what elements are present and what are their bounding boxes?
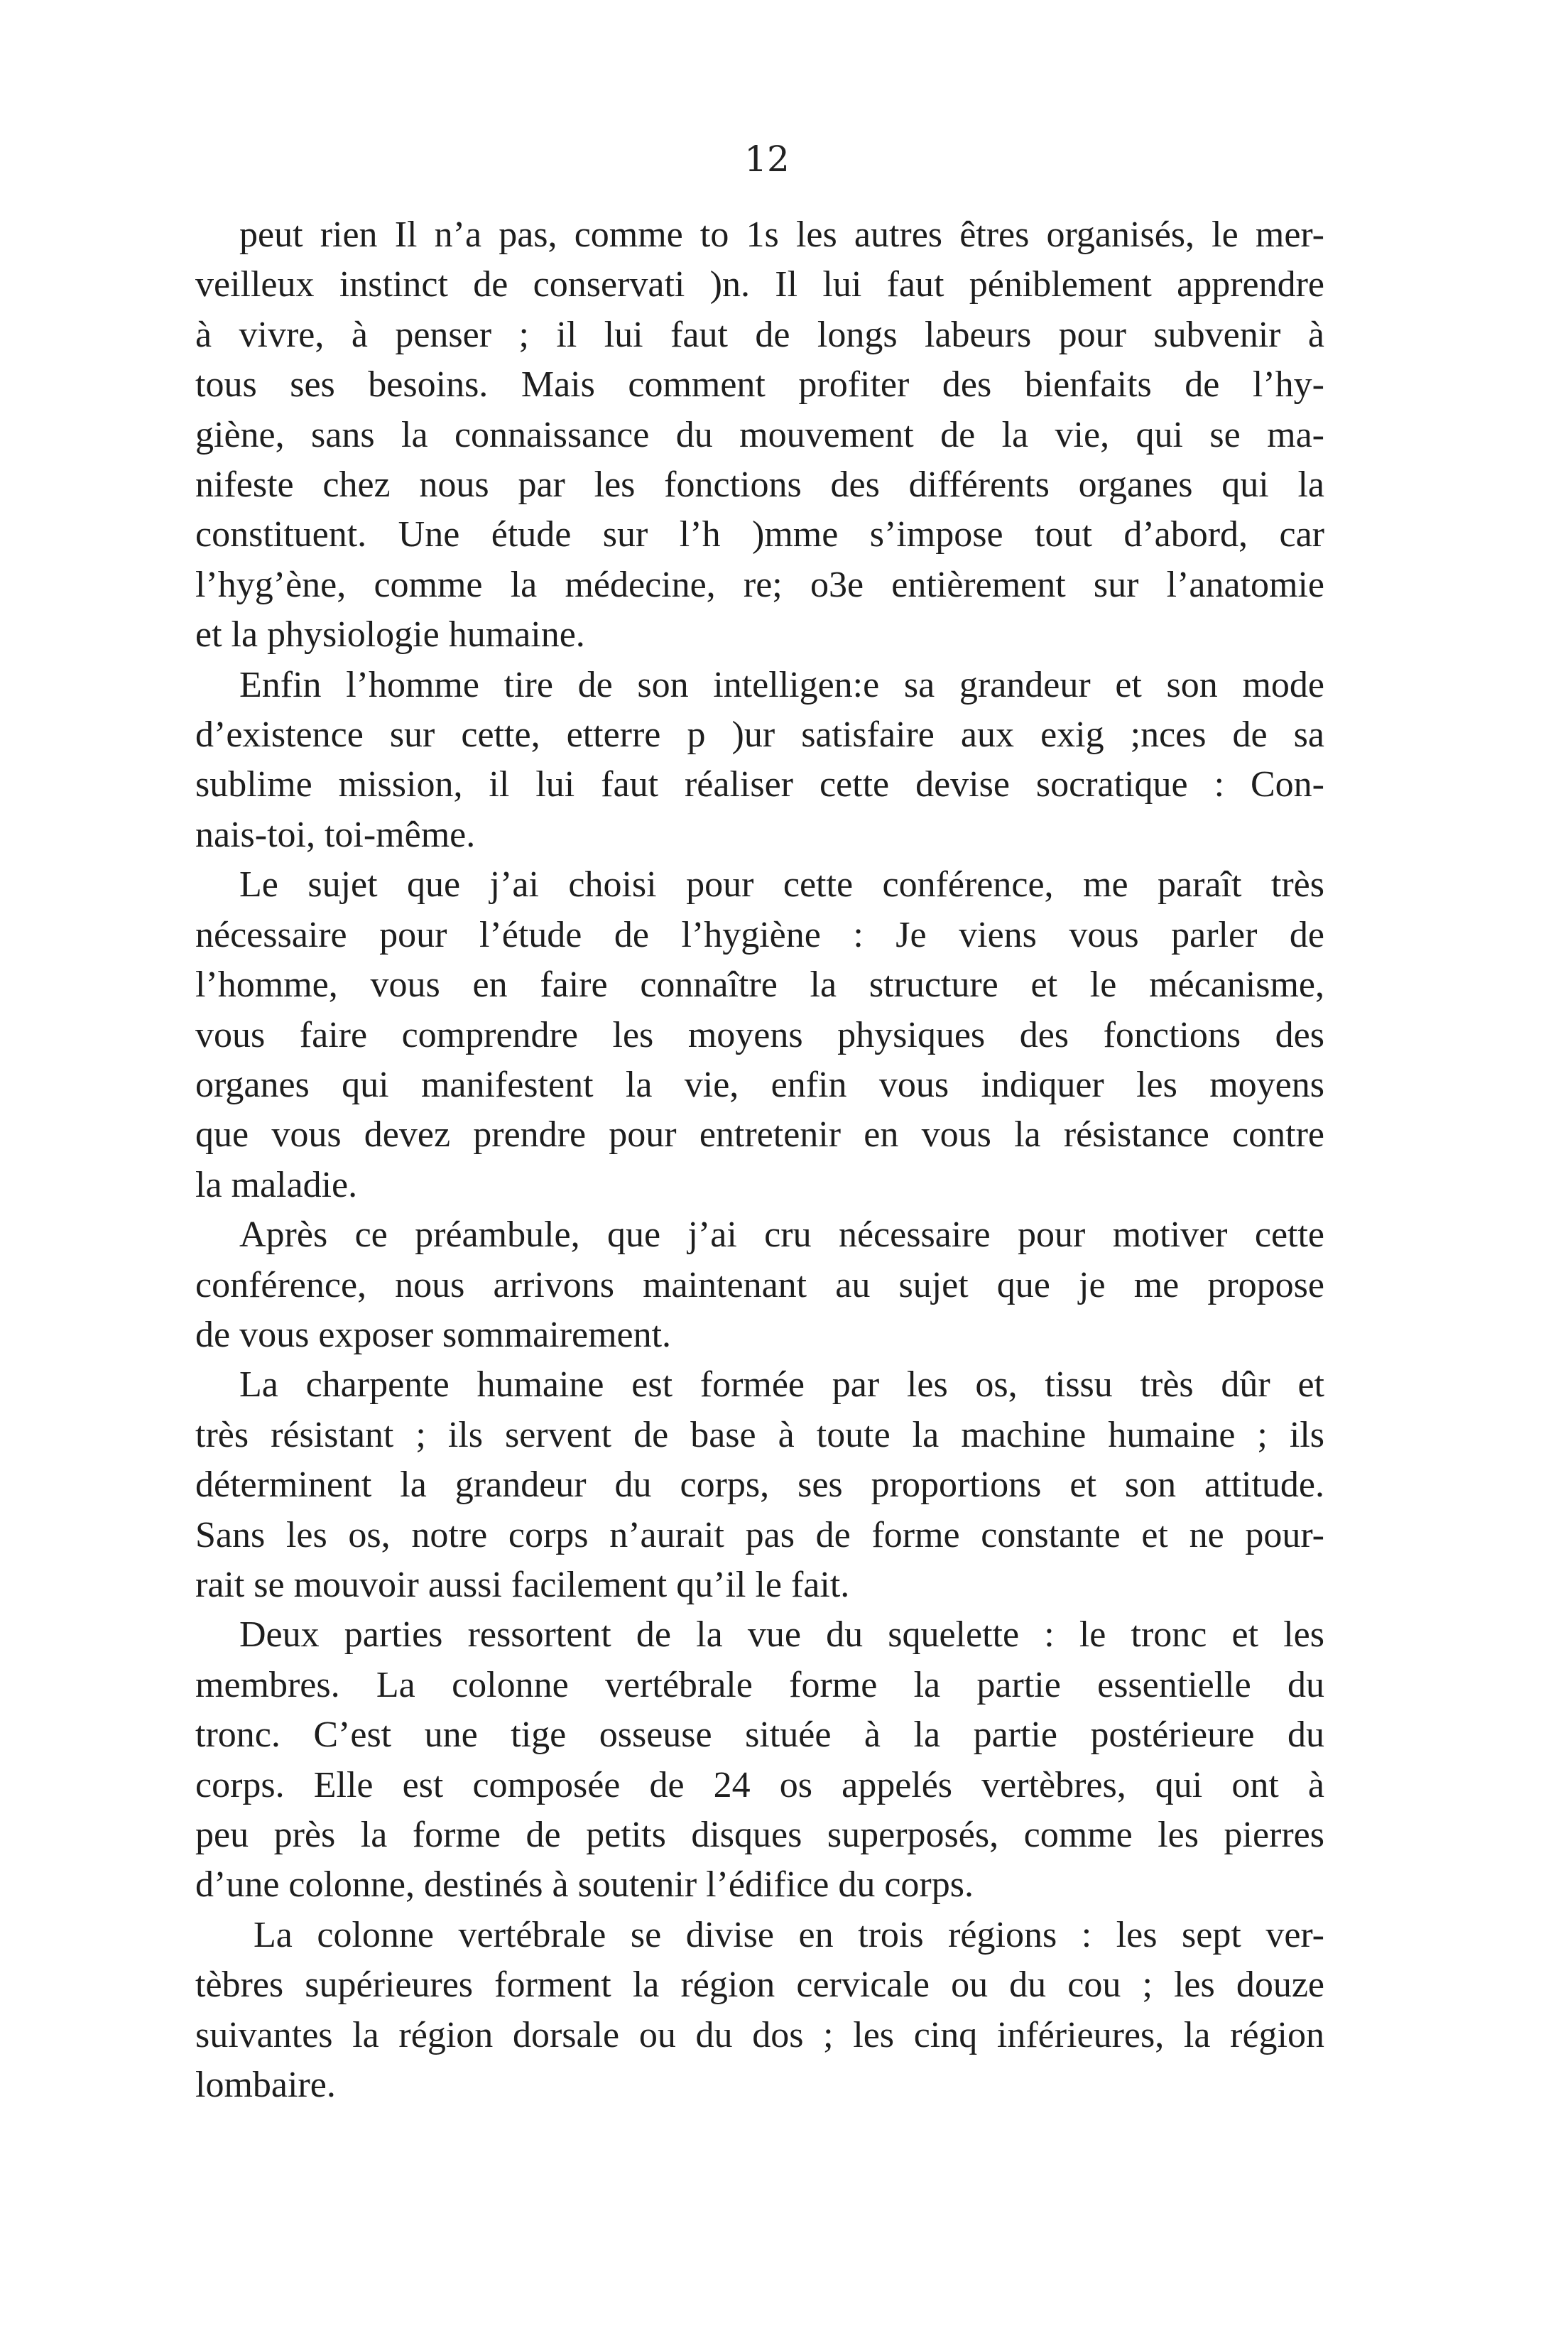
text-line: rait se mouvoir aussi facilement qu’il le fait. <box>195 1564 850 1605</box>
paragraph <box>195 661 1324 861</box>
text-line: giène, sans la connaissance du mouvement de la vie, qui se ma- <box>195 414 1324 455</box>
text-line: nais-toi, toi-même. <box>195 814 476 855</box>
body-text <box>195 210 1324 2110</box>
text-line: suivantes la région dorsale ou du dos ; les cinq inférieures, la région <box>195 2014 1324 2055</box>
text-line: et la physiologie humaine. <box>195 614 585 656</box>
paragraph <box>195 210 1324 661</box>
text-line: nifeste chez nous par les fonctions des différents organes qui la <box>195 464 1324 506</box>
paragraph <box>195 1911 1324 2111</box>
text-line: corps. Elle est composée de 24 os appelés vertèbres, qui ont à <box>195 1764 1324 1805</box>
text-line: sublime mission, il lui faut réaliser cette devise socratique : Con- <box>195 764 1324 805</box>
text-line: lombaire. <box>195 2065 336 2106</box>
text-line: membres. La colonne vertébrale forme la partie essentielle du <box>195 1664 1324 1705</box>
text-line: La colonne vertébrale se divise en trois régions : les sept ver- <box>254 1914 1324 1955</box>
text-line: Enfin l’homme tire de son intelligen:e sa grandeur et son mode <box>239 664 1324 705</box>
text-line: La charpente humaine est formée par les os, tissu très dûr et <box>239 1364 1324 1406</box>
text-line: Deux parties ressortent de la vue du squelette : le tronc et les <box>239 1614 1324 1656</box>
text-line: veilleux instinct de conservati )n. Il lui faut péniblement apprendre <box>195 264 1324 305</box>
paragraph <box>195 1210 1324 1360</box>
text-line: à vivre, à penser ; il lui faut de longs labeurs pour subvenir à <box>195 314 1324 355</box>
text-line: conférence, nous arrivons maintenant au sujet que je me propose <box>195 1264 1324 1305</box>
text-line: l’hyg’ène, comme la médecine, re; o3e entièrement sur l’anatomie <box>195 564 1324 605</box>
paragraph <box>195 1610 1324 1910</box>
text-line: Après ce préambule, que j’ai cru nécessaire pour motiver cette <box>239 1215 1324 1256</box>
paragraph <box>195 1360 1324 1610</box>
text-line: Sans les os, notre corps n’aurait pas de forme constante et ne pour- <box>195 1514 1324 1555</box>
text-line: l’homme, vous en faire connaître la structure et le mécanisme, <box>195 965 1324 1006</box>
page-number: 12 <box>744 138 790 180</box>
text-line: déterminent la grandeur du corps, ses proportions et son attitude. <box>195 1465 1324 1506</box>
paragraph <box>195 860 1324 1210</box>
text-line: vous faire comprendre les moyens physiques des fonctions des <box>195 1014 1324 1055</box>
text-line: peut rien Il n’a pas, comme to 1s les autres êtres organisés, le mer- <box>239 214 1324 255</box>
text-line: organes qui manifestent la vie, enfin vous indiquer les moyens <box>195 1064 1324 1105</box>
text-line: Le sujet que j’ai choisi pour cette conférence, me paraît très <box>239 864 1324 906</box>
text-line: que vous devez prendre pour entretenir en vous la résistance contre <box>195 1114 1324 1156</box>
text-line: tèbres supérieures forment la région cervicale ou du cou ; les douze <box>195 1965 1324 2006</box>
text-line: d’existence sur cette, etterre p )ur satisfaire aux exig ;nces de sa <box>195 714 1324 756</box>
text-line: de vous exposer sommairement. <box>195 1314 672 1355</box>
text-line: la maladie. <box>195 1164 358 1205</box>
text-line: tronc. C’est une tige osseuse située à la partie postérieure du <box>195 1715 1324 1756</box>
text-line: constituent. Une étude sur l’h )mme s’impose tout d’abord, car <box>195 514 1324 555</box>
text-line: très résistant ; ils servent de base à toute la machine humaine ; ils <box>195 1414 1324 1455</box>
text-line: tous ses besoins. Mais comment profiter des bienfaits de l’hy- <box>195 364 1324 406</box>
text-line: d’une colonne, destinés à soutenir l’édifice du corps. <box>195 1864 974 1906</box>
text-line: peu près la forme de petits disques superposés, comme les pierres <box>195 1815 1324 1855</box>
text-line: nécessaire pour l’étude de l’hygiène : Je viens vous parler de <box>195 914 1324 955</box>
